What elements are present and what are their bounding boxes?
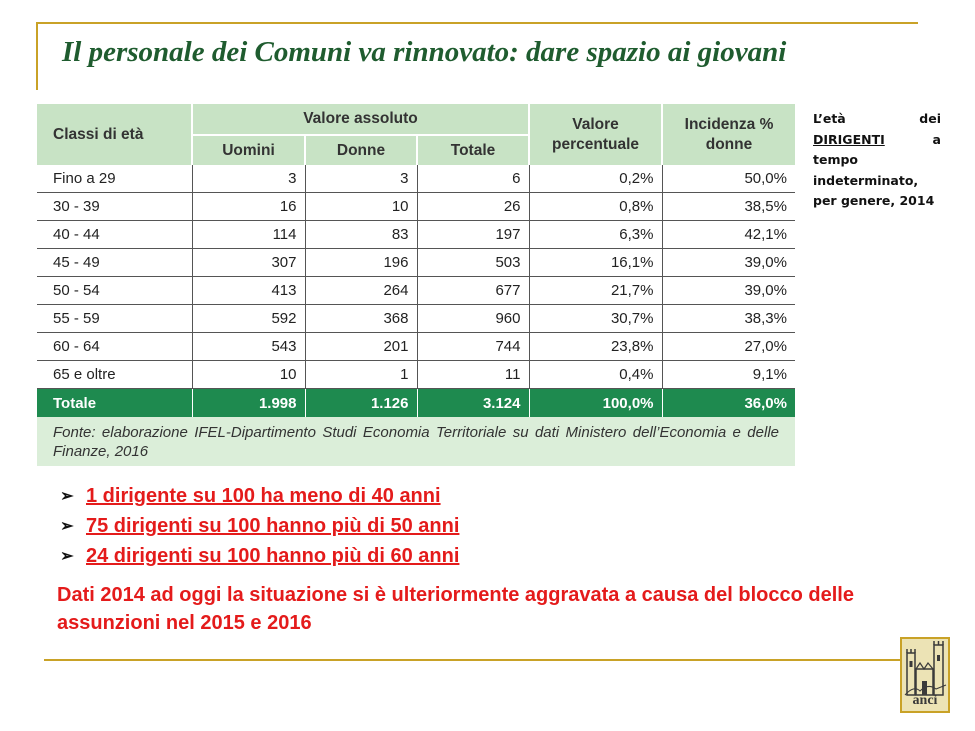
- table-row: [37, 333, 795, 361]
- cell-totale: 677: [417, 277, 529, 305]
- cell-totale: 960: [417, 305, 529, 333]
- cell-classe: Totale: [37, 389, 192, 418]
- conclusion-text: Dati 2014 ad oggi la situazione si è ulteriormente aggravata a causa del blocco delle assunzioni nel 2015 e 2016: [57, 584, 854, 634]
- cell-uomini: 307: [192, 249, 305, 277]
- key-findings-list: [58, 481, 459, 571]
- cell-incidenza: 38,5%: [662, 193, 795, 221]
- slide-title: Il personale dei Comuni va rinnovato: dare spazio ai giovani: [62, 36, 787, 68]
- table-row: [37, 361, 795, 389]
- anci-logo: [900, 637, 950, 713]
- arrow-bullet-icon: ➢: [60, 488, 74, 505]
- cell-percentuale: 23,8%: [529, 333, 662, 361]
- cell-uomini: 114: [192, 221, 305, 249]
- table-row: [37, 165, 795, 193]
- list-item: [58, 481, 459, 511]
- cell-incidenza: 42,1%: [662, 221, 795, 249]
- top-gold-rule: [36, 22, 918, 24]
- cell-incidenza: 36,0%: [662, 389, 795, 418]
- bullet-text: 24 dirigenti su 100 hanno più di 60 anni: [86, 544, 460, 567]
- cell-donne: 1: [305, 361, 417, 389]
- cell-percentuale: 21,7%: [529, 277, 662, 305]
- cell-totale: 6: [417, 165, 529, 193]
- header-donne: Donne: [305, 135, 417, 165]
- arrow-bullet-icon: ➢: [60, 548, 74, 565]
- cell-classe: 45 - 49: [37, 249, 192, 277]
- cell-totale: 3.124: [417, 389, 529, 418]
- cell-donne: 368: [305, 305, 417, 333]
- cell-percentuale: 6,3%: [529, 221, 662, 249]
- header-uomini: Uomini: [192, 135, 305, 165]
- bullet-text: 75 dirigenti su 100 hanno più di 50 anni: [86, 514, 460, 537]
- cell-percentuale: 16,1%: [529, 249, 662, 277]
- header-valore-percentuale: Valore percentuale: [529, 104, 662, 165]
- cell-totale: 744: [417, 333, 529, 361]
- table-row: [37, 249, 795, 277]
- cell-donne: 264: [305, 277, 417, 305]
- side-note-before: L’età dei: [813, 111, 941, 126]
- cell-classe: 65 e oltre: [37, 361, 192, 389]
- bullet-text: 1 dirigente su 100 ha meno di 40 anni: [86, 484, 441, 507]
- cell-uomini: 543: [192, 333, 305, 361]
- arrow-bullet-icon: ➢: [60, 518, 74, 535]
- cell-percentuale: 0,8%: [529, 193, 662, 221]
- cell-classe: 30 - 39: [37, 193, 192, 221]
- cell-uomini: 10: [192, 361, 305, 389]
- cell-incidenza: 39,0%: [662, 249, 795, 277]
- table-row: [37, 221, 795, 249]
- cell-classe: 55 - 59: [37, 305, 192, 333]
- bottom-gold-rule: [44, 659, 900, 661]
- cell-donne: 10: [305, 193, 417, 221]
- header-incidenza: Incidenza % donne: [662, 104, 795, 165]
- dirigenti-age-table: [37, 104, 795, 417]
- cell-totale: 197: [417, 221, 529, 249]
- cell-uomini: 1.998: [192, 389, 305, 418]
- header-totale: Totale: [417, 135, 529, 165]
- cell-donne: 1.126: [305, 389, 417, 418]
- cell-percentuale: 0,2%: [529, 165, 662, 193]
- cell-incidenza: 50,0%: [662, 165, 795, 193]
- side-note-highlight: DIRIGENTI: [813, 131, 885, 147]
- header-classi: Classi di età: [37, 104, 192, 165]
- side-note: [813, 109, 941, 212]
- list-item: [58, 541, 459, 571]
- cell-donne: 196: [305, 249, 417, 277]
- cell-donne: 3: [305, 165, 417, 193]
- cell-donne: 83: [305, 221, 417, 249]
- cell-uomini: 3: [192, 165, 305, 193]
- table-row: [37, 277, 795, 305]
- cell-incidenza: 27,0%: [662, 333, 795, 361]
- age-table-panel: [37, 104, 795, 466]
- cell-uomini: 16: [192, 193, 305, 221]
- left-gold-rule: [36, 22, 38, 90]
- cell-uomini: 592: [192, 305, 305, 333]
- cell-totale: 503: [417, 249, 529, 277]
- cell-classe: 50 - 54: [37, 277, 192, 305]
- cell-classe: 60 - 64: [37, 333, 192, 361]
- table-total-row: [37, 389, 795, 418]
- cell-classe: Fino a 29: [37, 165, 192, 193]
- cell-incidenza: 38,3%: [662, 305, 795, 333]
- table-row: [37, 305, 795, 333]
- cell-incidenza: 9,1%: [662, 361, 795, 389]
- table-source-note: Fonte: elaborazione IFEL-Dipartimento Studi Economia Territoriale su dati Ministero dell’Economia e delle Finanze, 2016: [53, 424, 779, 460]
- cell-incidenza: 39,0%: [662, 277, 795, 305]
- cell-percentuale: 0,4%: [529, 361, 662, 389]
- cell-percentuale: 30,7%: [529, 305, 662, 333]
- table-row: [37, 193, 795, 221]
- cell-uomini: 413: [192, 277, 305, 305]
- cell-donne: 201: [305, 333, 417, 361]
- side-note-after: a tempo indeterminato, per genere, 2014: [813, 131, 941, 208]
- cell-percentuale: 100,0%: [529, 389, 662, 418]
- logo-text: anci: [912, 693, 938, 708]
- header-valore-assoluto: Valore assoluto: [192, 104, 529, 135]
- cell-totale: 26: [417, 193, 529, 221]
- cell-classe: 40 - 44: [37, 221, 192, 249]
- list-item: [58, 511, 459, 541]
- cell-totale: 11: [417, 361, 529, 389]
